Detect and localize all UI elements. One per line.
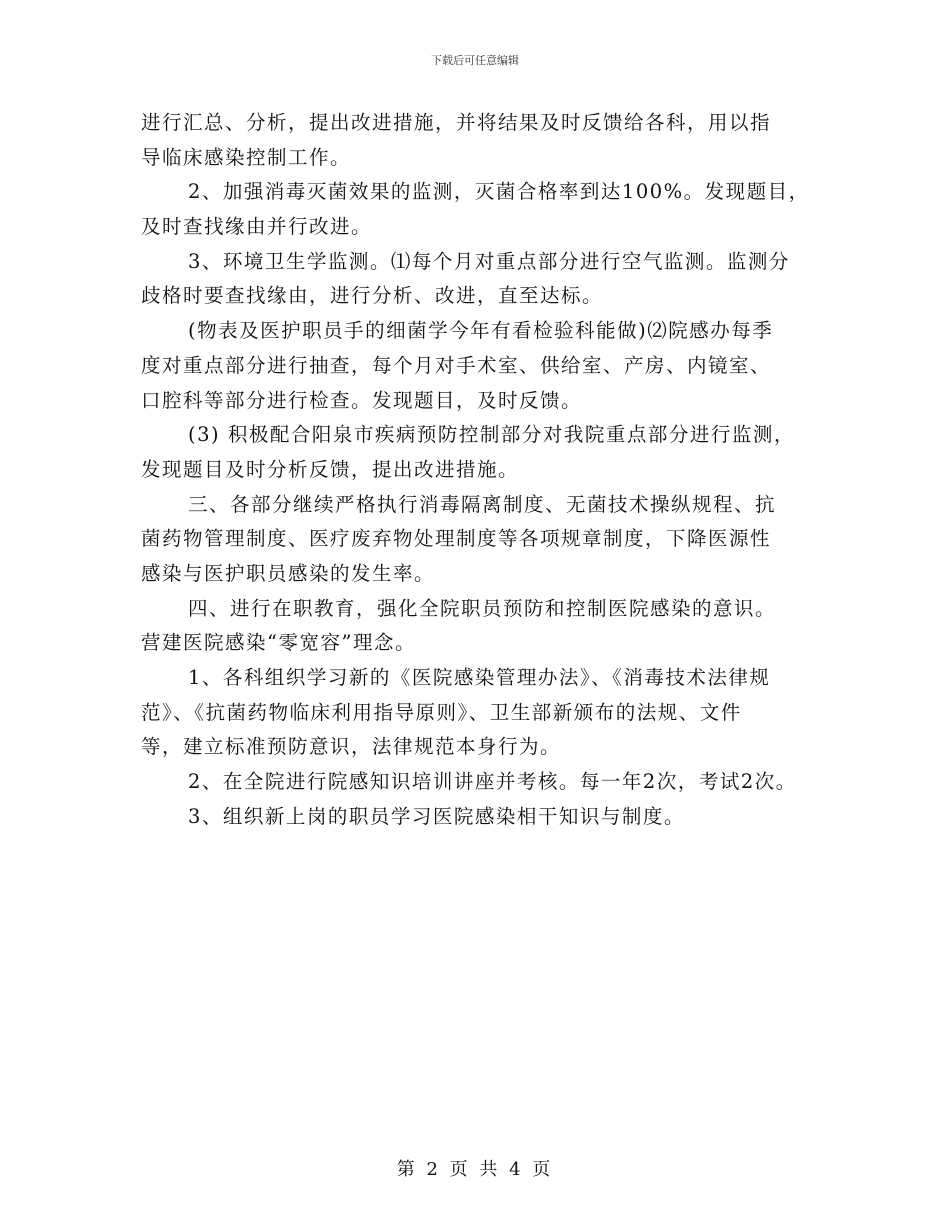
text-line: 营建医院感染“零宽容”理念。	[141, 631, 416, 655]
text-line: 口腔科等部分进行检查。发现题目，及时反馈。	[141, 388, 583, 412]
text-line: 2、在全院进行院感知识培训讲座并考核。每一年2次，考试2次。	[188, 770, 797, 794]
text-line: 2、加强消毒灭菌效果的监测，灭菌合格率到达100%。发现题目，	[188, 180, 810, 204]
text-line: 及时查找缘由并行改进。	[141, 215, 373, 239]
text-line: 歧格时要查找缘由，进行分析、改进，直至达标。	[141, 284, 604, 308]
text-line: (3) 积极配合阳泉市疾病预防控制部分对我院重点部分进行监测，	[188, 423, 795, 447]
text-line: 度对重点部分进行抽查，每个月对手术室、供给室、产房、内镜室、	[141, 353, 772, 377]
text-line: 感染与医护职员感染的发生率。	[141, 561, 436, 585]
text-line: 范》、《抗菌药物临床利用指导原则》、卫生部新颁布的法规、文件	[141, 700, 742, 724]
text-line: (物表及医护职员手的细菌学今年有看检验科能做)⑵院感办每季	[188, 319, 774, 343]
text-line: 进行汇总、分析，提出改进措施，并将结果及时反馈给各科，用以指	[141, 111, 772, 134]
document-body	[141, 106, 821, 834]
text-line: 等，建立标准预防意识，法律规范本身行为。	[141, 735, 562, 759]
text-line: 3、环境卫生学监测。⑴每个月对重点部分进行空气监测。监测分	[188, 249, 790, 273]
text-line: 三、各部分继续严格执行消毒隔离制度、无菌技术操纵规程、抗	[188, 492, 777, 516]
text-line: 导临床感染控制工作。	[141, 145, 352, 169]
page-number-footer: 第 2 页 共 4 页	[396, 1159, 554, 1180]
text-line: 四、进行在职教育，强化全院职员预防和控制医院感染的意识。	[188, 596, 777, 620]
text-line: 1、各科组织学习新的《医院感染管理办法》、《消毒技术法律规	[188, 666, 771, 689]
text-line: 发现题目及时分析反馈，提出改进措施。	[141, 457, 520, 481]
text-line: 菌药物管理制度、医疗废弃物处理制度等各项规章制度，下降医源性	[141, 527, 772, 551]
text-line: 3、组织新上岗的职员学习医院感染相干知识与制度。	[188, 804, 685, 828]
page-header: 下载后可任意编辑	[431, 54, 519, 67]
